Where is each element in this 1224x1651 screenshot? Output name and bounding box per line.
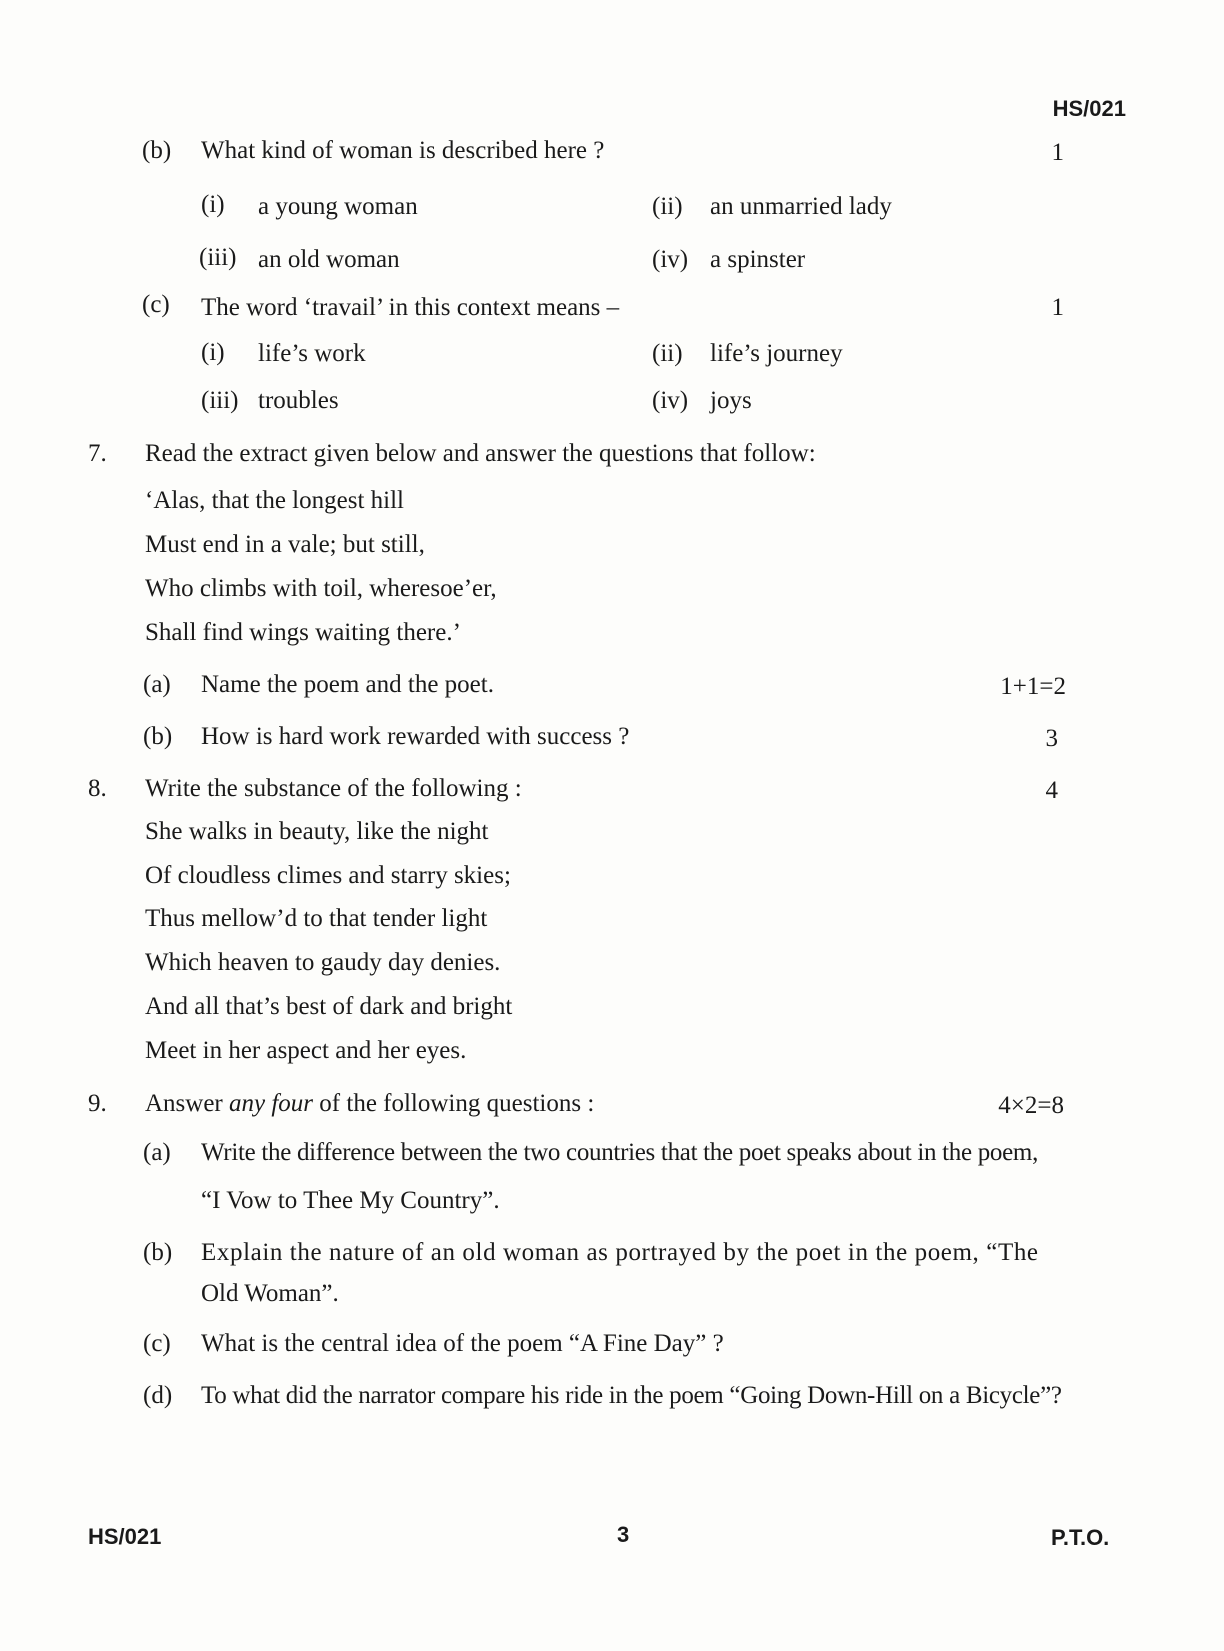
q7b-label: (b) [143,723,173,750]
q9b-line-1: Explain the nature of an old woman as portrayed by the poet in the poem, “The [201,1239,1039,1266]
q9a-line-1: Write the difference between the two countries that the poet speaks about in the poem, [201,1139,1039,1166]
q8-number: 8. [88,775,107,802]
q7b-marks: 3 [1045,725,1058,752]
q9-text-pre: Answer [145,1090,230,1117]
footer-pto: P.T.O. [1051,1525,1110,1550]
q9d-text: To what did the narrator compare his ride in the poem “Going Down-Hill on a Bicycle”? [201,1382,1062,1409]
q6c-opt1-num: (i) [201,339,225,366]
q9a-line-2: “I Vow to Thee My Country”. [201,1187,500,1214]
q6b-opt2-text: an unmarried lady [710,193,892,220]
q7-text: Read the extract given below and answer the questions that follow: [145,440,816,467]
q6c-opt4-num: (iv) [652,387,689,414]
q9a-label: (a) [143,1139,171,1166]
q6b-marks: 1 [1051,139,1064,166]
q8-poem-line-6: Meet in her aspect and her eyes. [145,1037,467,1064]
q6b-opt3-num: (iii) [199,244,237,271]
q9-text-emphasis: any four [229,1090,314,1117]
q6b-text: What kind of woman is described here ? [201,137,605,164]
q7a-text: Name the poem and the poet. [201,671,494,698]
q6c-opt2-num: (ii) [652,340,683,367]
q7a-marks: 1+1=2 [1000,673,1066,700]
q6b-opt3-text: an old woman [258,246,400,273]
q8-poem-line-3: Thus mellow’d to that tender light [145,905,488,932]
q9b-label: (b) [143,1239,173,1266]
q6b-opt1-num: (i) [201,191,225,218]
q9-marks: 4×2=8 [998,1092,1064,1119]
footer-page-number: 3 [617,1522,630,1547]
q6c-opt2-text: life’s journey [710,340,843,367]
q6c-opt3-num: (iii) [201,387,239,414]
q6b-opt4-text: a spinster [710,246,806,273]
q6c-opt4-text: joys [710,387,752,414]
q8-poem-line-2: Of cloudless climes and starry skies; [145,862,511,889]
q6c-opt3-text: troubles [258,387,339,414]
q8-marks: 4 [1045,777,1058,804]
q6c-text: The word ‘travail’ in this context means – [201,294,620,321]
footer-paper-code: HS/021 [88,1524,162,1549]
q7-extract-line-2: Must end in a vale; but still, [145,531,425,558]
q9-text-post: of the following questions : [313,1090,595,1117]
q6b-opt2-num: (ii) [652,193,683,220]
q8-text: Write the substance of the following : [145,775,522,802]
q6b-opt1-text: a young woman [258,193,418,220]
q7-extract-line-4: Shall find wings waiting there.’ [145,619,461,646]
q6b-opt4-num: (iv) [652,246,689,273]
q7a-label: (a) [143,671,171,698]
q6c-marks: 1 [1051,294,1064,321]
q7-extract-line-3: Who climbs with toil, wheresoe’er, [145,575,497,602]
q8-poem-line-4: Which heaven to gaudy day denies. [145,949,501,976]
q9b-line-2: Old Woman”. [201,1280,339,1307]
q7-extract-line-1: ‘Alas, that the longest hill [145,487,404,514]
q6c-opt1-text: life’s work [258,340,366,367]
q9c-text: What is the central idea of the poem “A Fine Day” ? [201,1330,724,1357]
q6c-label: (c) [142,291,170,318]
q9c-label: (c) [143,1330,171,1357]
q9d-label: (d) [143,1382,173,1409]
q8-poem-line-5: And all that’s best of dark and bright [145,993,513,1020]
q9-number: 9. [88,1090,107,1117]
q7-number: 7. [88,440,107,467]
q8-poem-line-1: She walks in beauty, like the night [145,818,489,845]
q6b-label: (b) [142,137,172,164]
q7b-text: How is hard work rewarded with success ? [201,723,630,750]
q9-text [145,1089,594,1119]
paper-code-header: HS/021 [1052,96,1126,121]
